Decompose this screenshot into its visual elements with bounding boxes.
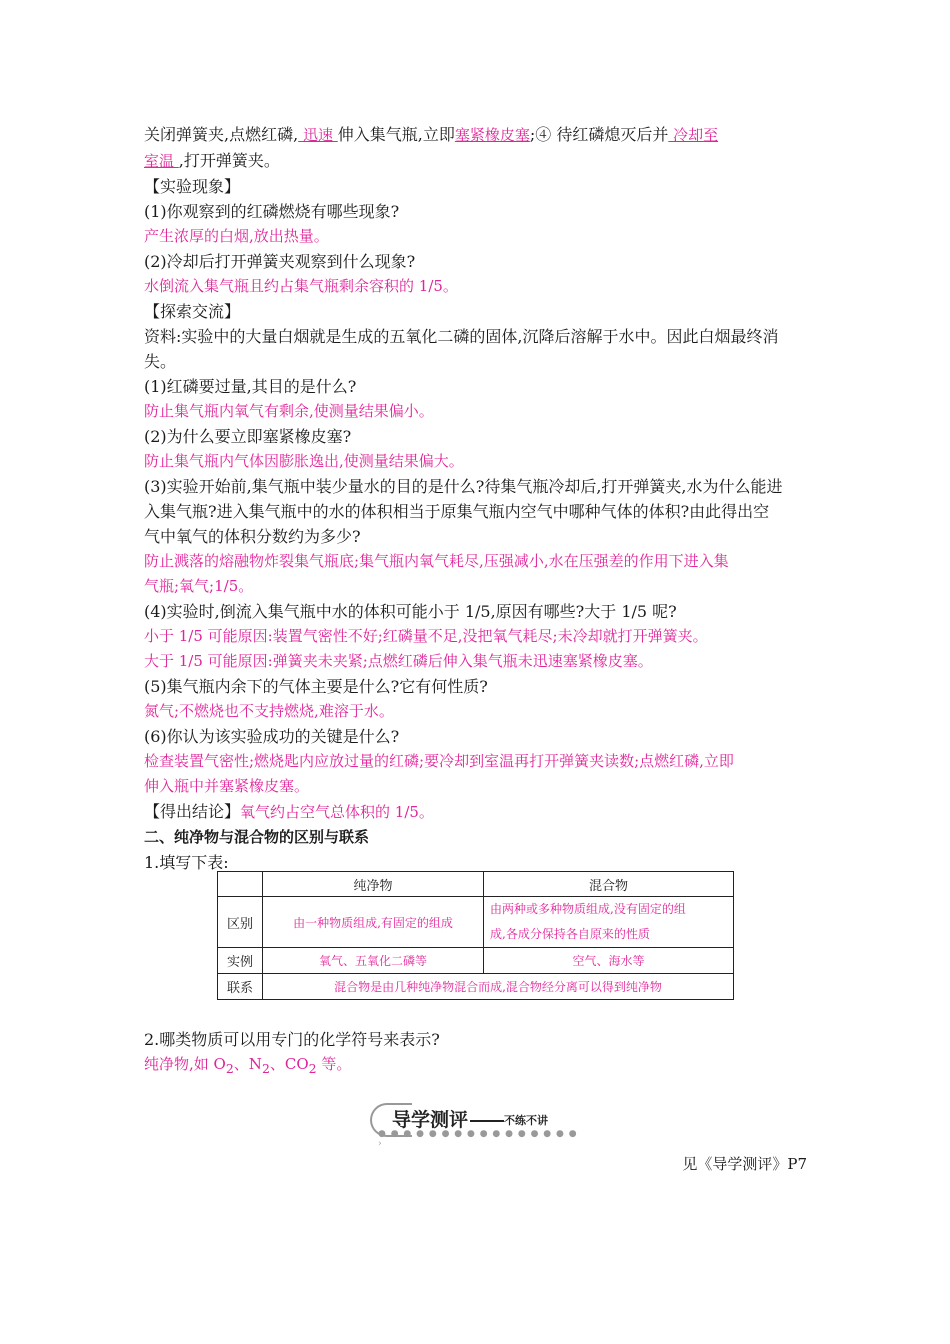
table-cell: [218, 872, 263, 897]
cell-answer: 氧气、五氧化二磷等: [318, 954, 427, 968]
cell-answer: 空气、海水等: [572, 954, 645, 968]
cell-answer: 混合物是由几种纯净物混合而成,混合物经分离可以得到纯净物: [334, 980, 662, 994]
question: (2)为什么要立即塞紧橡皮塞?: [144, 427, 352, 446]
section-title: 二、纯净物与混合物的区别与联系: [144, 828, 370, 846]
comparison-table: [217, 871, 734, 1000]
subscript: 2: [225, 1061, 234, 1076]
cell-answer: 由两种或多种物质组成,没有固定的组: [490, 902, 686, 916]
answer: 防止集气瓶内氧气有剩余,使测量结果偏小。: [144, 402, 434, 420]
subscript: 2: [261, 1061, 270, 1076]
question: (2)冷却后打开弹簧夹观察到什么现象?: [144, 252, 416, 271]
answer: 防止集气瓶内气体因膨胀逸出,使测量结果偏大。: [144, 452, 464, 470]
task: 1.填写下表:: [144, 853, 229, 872]
table-row: [218, 897, 734, 948]
cell-answer: 成,各成分保持各自原来的性质: [490, 927, 650, 941]
table-header: 纯净物: [263, 872, 484, 897]
answer: 检查装置气密性;燃烧匙内应放过量的红磷;要冷却到室温再打开弹簧夹读数;点燃红磷,立即: [144, 752, 734, 770]
row-header: 联系: [218, 974, 263, 1000]
answer: 小于 1/5 可能原因:装置气密性不好;红磷量不足,没把氧气耗尽;未冷却就打开弹簧夹。: [144, 627, 708, 645]
table-row: [218, 872, 734, 897]
answer: 防止溅落的熔融物炸裂集气瓶底;集气瓶内氧气耗尽,压强减小,水在压强差的作用下进入集: [144, 552, 729, 570]
answer-blank: 迅速: [298, 126, 338, 144]
answer: 氮气;不燃烧也不支持燃烧,难溶于水。: [144, 702, 394, 720]
table-cell: [263, 974, 734, 1000]
question: 气中氧气的体积分数约为多少?: [144, 527, 361, 546]
conclusion-label: 【得出结论】: [144, 802, 241, 821]
banner-title: 导学测评: [392, 1109, 469, 1131]
banner-subtitle: 不练不讲: [504, 1114, 548, 1127]
table-cell: [484, 948, 734, 974]
question: (6)你认为该实验成功的关键是什么?: [144, 727, 400, 746]
subscript: 2: [308, 1061, 317, 1076]
main-content: [144, 122, 809, 875]
intro-line-1: [144, 122, 809, 148]
text: 纯净物,如 O: [144, 1055, 226, 1073]
answer-blank: 室温: [144, 152, 179, 170]
info-text: 失。: [144, 352, 177, 371]
answer: 氧气约占空气总体积的 1/5。: [240, 803, 434, 821]
answer-blank: 冷却至: [668, 126, 719, 144]
table-cell: [263, 897, 484, 948]
intro-line-2: [144, 148, 809, 174]
question: (1)你观察到的红磷燃烧有哪些现象?: [144, 202, 400, 221]
question: (3)实验开始前,集气瓶中装少量水的目的是什么?待集气瓶冷却后,打开弹簧夹,水为什么能进: [144, 477, 783, 496]
info-text: 资料:实验中的大量白烟就是生成的五氧化二磷的固体,沉降后溶解于水中。因此白烟最终消: [144, 327, 779, 346]
question: (5)集气瓶内余下的气体主要是什么?它有何性质?: [144, 677, 488, 696]
table-row: [218, 974, 734, 1000]
text: 、CO: [269, 1055, 309, 1073]
text: 、N: [233, 1055, 262, 1073]
banner-dash: [470, 1120, 504, 1122]
question: (1)红磷要过量,其目的是什么?: [144, 377, 357, 396]
page-reference: 见《导学测评》P7: [682, 1155, 807, 1173]
text: 关闭弹簧夹,点燃红磷,: [144, 125, 299, 144]
text: 等。: [316, 1055, 352, 1073]
answer: 产生浓厚的白烟,放出热量。: [144, 227, 329, 245]
table-header: 混合物: [484, 872, 734, 897]
table-cell: [484, 897, 734, 948]
table-row: [218, 948, 734, 974]
banner-dots-icon: ● ● ● ● ● ● ● ● ● ● ● ● ● ● ● ● ›: [378, 1129, 578, 1149]
text: 伸入集气瓶,立即: [337, 125, 455, 144]
question: 入集气瓶?进入集气瓶中的水的体积相当于原集气瓶内空气中哪种气体的体积?由此得出空: [144, 502, 770, 521]
answer-blank: 塞紧橡皮塞: [454, 126, 530, 144]
text: ,打开弹簧夹。: [178, 151, 280, 170]
answer: 气瓶;氧气;1/5。: [144, 577, 254, 595]
guide-banner: [370, 1103, 580, 1149]
question: 2.哪类物质可以用专门的化学符号来表示?: [144, 1030, 440, 1049]
section-header: 【探索交流】: [144, 302, 241, 321]
text: ;④ 待红磷熄灭后并: [529, 125, 669, 144]
section-header: 【实验现象】: [144, 177, 241, 196]
answer: 水倒流入集气瓶且约占集气瓶剩余容积的 1/5。: [144, 277, 458, 295]
question-2: [144, 1027, 440, 1081]
table-cell: [263, 948, 484, 974]
conclusion: [144, 799, 809, 825]
cell-answer: 由一种物质组成,有固定的组成: [293, 915, 453, 930]
question: (4)实验时,倒流入集气瓶中水的体积可能小于 1/5,原因有哪些?大于 1/5 呢?: [144, 602, 677, 621]
answer: [144, 1052, 440, 1081]
row-header: 区别: [218, 897, 263, 948]
row-header: 实例: [218, 948, 263, 974]
answer: 伸入瓶中并塞紧橡皮塞。: [144, 777, 310, 795]
answer: 大于 1/5 可能原因:弹簧夹未夹紧;点燃红磷后伸入集气瓶未迅速塞紧橡皮塞。: [144, 652, 653, 670]
